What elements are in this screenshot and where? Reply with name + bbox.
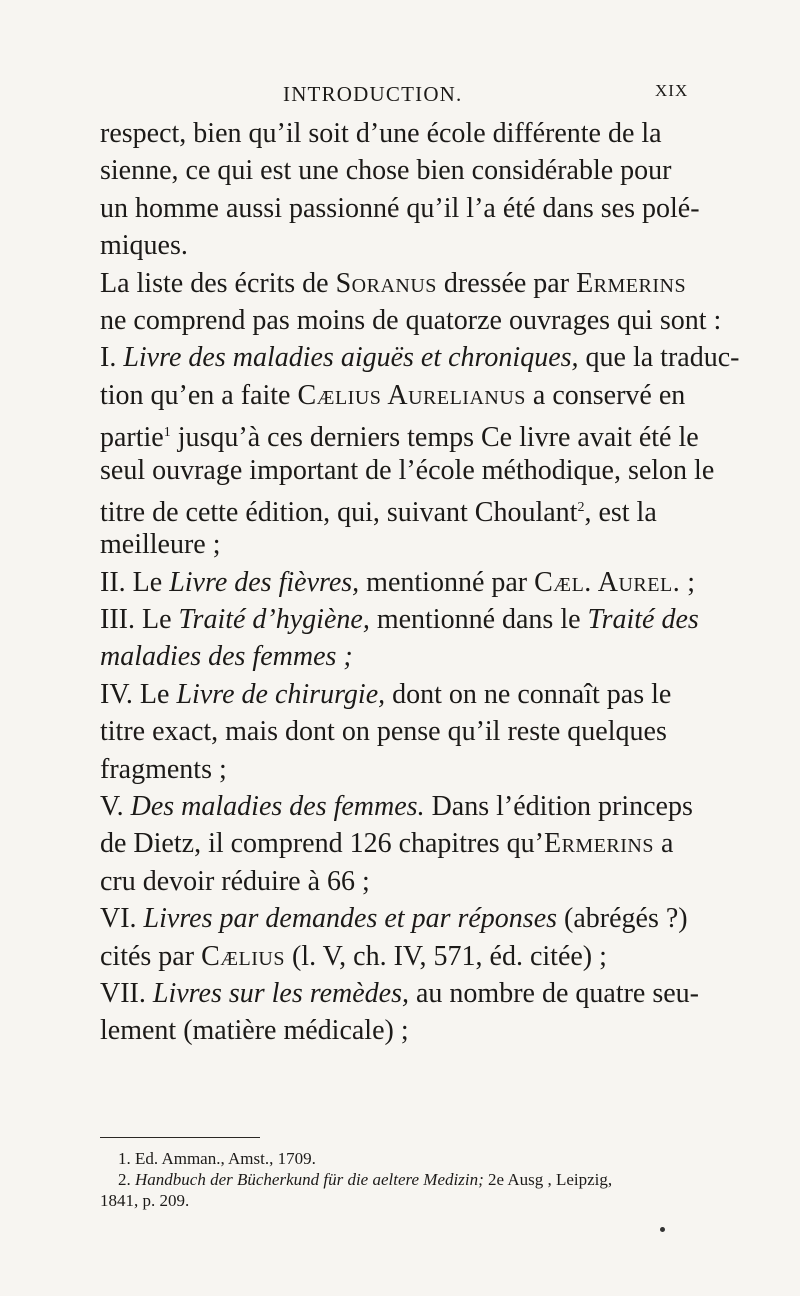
footnote-ref: 1 — [163, 425, 171, 441]
author-name: Ermerins — [543, 828, 654, 860]
work-title: Traité d’hygiène, — [178, 604, 370, 636]
text-line: fragments ; — [100, 753, 227, 785]
text-line: cru devoir réduire à 66 ; — [100, 865, 370, 897]
work-title: Des maladies des femmes. — [130, 791, 425, 823]
work-title: Livre de chirurgie, — [176, 678, 386, 710]
footnote-2-continued: 1841, p. 209. — [100, 1191, 190, 1210]
text-line: titre exact, mais dont on pense qu’il reste quelques — [100, 716, 667, 748]
footnote-ref: 2 — [577, 499, 585, 515]
text-line: IV. Le Livre de chirurgie, dont on ne connaît pas le — [100, 678, 672, 710]
text-line: ne comprend pas moins de quatorze ouvrages qui sont : — [100, 304, 722, 336]
text-line: La liste des écrits de Soranus dressée par Ermerins — [100, 267, 687, 299]
text-line: cités par Cælius (l. V, ch. IV, 571, éd. citée) ; — [100, 940, 607, 972]
work-title: Livres par demandes et par réponses — [143, 903, 558, 935]
footnote-2: 2. Handbuch der Bücherkund für die aeltere Medizin; 2e Ausg , Leipzig, — [118, 1170, 613, 1189]
text-line: seul ouvrage important de l’école méthodique, selon le — [100, 454, 715, 486]
text-line: respect, bien qu’il soit d’une école différente de la — [100, 118, 662, 149]
work-title: Traité des — [587, 604, 699, 636]
author-name: Ermerins — [576, 267, 687, 299]
text-line: partie$^1$ jusqu’à ces derniers temps Ce livre avait été le — [100, 422, 699, 454]
footnote-work-title: Handbuch der Bücherkund für die aeltere Medizin; — [135, 1170, 484, 1189]
printer-mark — [660, 1227, 665, 1232]
text-line: III. Le Traité d’hygiène, mentionné dans le Traité des — [100, 604, 699, 636]
work-title: Livre des maladies aiguës et chroniques, — [123, 342, 579, 374]
text-line: V. Des maladies des femmes. Dans l’édition princeps — [100, 791, 693, 823]
text-line: lement (matière médicale) ; — [100, 1015, 409, 1047]
text-line: titre de cette édition, qui, suivant Choulant$^2$, est la — [100, 496, 657, 528]
page-number: XIX — [655, 81, 689, 100]
footnote-divider — [100, 1137, 260, 1138]
author-name: Soranus — [335, 267, 437, 299]
running-title: INTRODUCTION. — [283, 82, 463, 106]
author-name: Cælius — [201, 940, 285, 972]
work-title: maladies des femmes ; — [100, 641, 353, 673]
author-name: Cæl. Aurel. — [534, 566, 681, 598]
author-name: Cælius Aurelianus — [297, 379, 526, 411]
main-text — [100, 115, 740, 1050]
text-line: I. Livre des maladies aiguës et chroniques, que la traduc- — [100, 342, 740, 374]
footnote-1: 1. Ed. Amman., Amst., 1709. — [118, 1149, 316, 1168]
text-line: VII. Livres sur les remèdes, au nombre de quatre seu- — [100, 977, 699, 1009]
text-line — [100, 638, 690, 675]
footnotes — [100, 1148, 700, 1211]
text-line: de Dietz, il comprend 126 chapitres qu’Ermerins a — [100, 828, 674, 860]
text-line: VI. Livres par demandes et par réponses (abrégés ?) — [100, 903, 688, 935]
text-line: meilleure ; — [100, 529, 221, 561]
text-line: II. Le Livre des fièvres, mentionné par Cæl. Aurel. ; — [100, 566, 695, 598]
text-line: un homme aussi passionné qu’il l’a été dans ses polé- — [100, 192, 700, 224]
text-line: tion qu’en a faite Cælius Aurelianus a conservé en — [100, 379, 686, 411]
text-line: sienne, ce qui est une chose bien considérable pour — [100, 155, 672, 187]
running-header — [0, 78, 800, 108]
work-title: Livres sur les remèdes, — [152, 977, 409, 1009]
work-title: Livre des fièvres, — [169, 566, 360, 598]
text-line: miques. — [100, 230, 188, 262]
